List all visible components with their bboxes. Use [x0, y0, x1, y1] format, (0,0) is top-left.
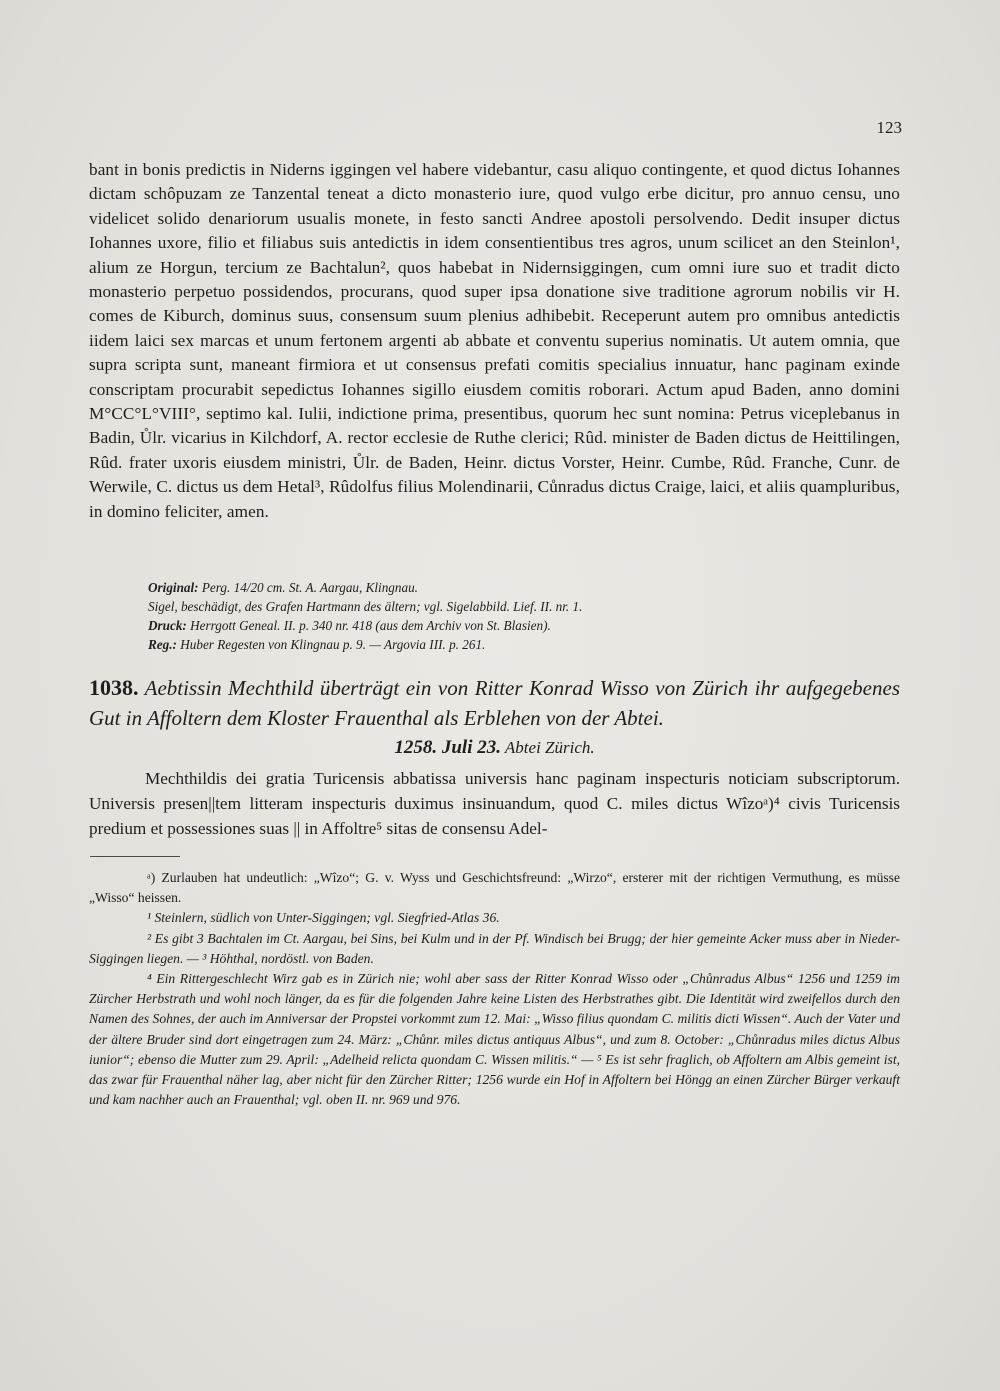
footnote-2-3: ² Es gibt 3 Bachtalen im Ct. Aargau, bei Sins, bei Kulm und in der Pf. Windisch bei Brugg; der hier gemeinte Acker muss aber in Nieder-Siggingen liegen. — ³ Höhthal, nordöstl. von Baden. [89, 930, 900, 966]
footnote-4-5: ⁴ Ein Rittergeschlecht Wirz gab es in Zürich nie; wohl aber sass der Ritter Konrad Wisso oder „Chůnradus Albus“ 1256 und 1259 im Zürcher Herbstrath und wohl noch länger, da es für die folgenden Jahre keine Listen des Herbstrathes gibt. Die Identität wird zweifellos durch den Namen des Sohnes, der auch im Anniversar der Propstei vorkommt zum 12. Mai: „Wisso filius quondam C. militis dicti Wissen“. Auch der Vater und der ältere Bruder sind dort eingetragen zum 24. März: „Chůnr. miles dictus antiquus Albus“, und zum 8. October: „Chůnradus miles dictus Albus iunior“; ebenso die Mutter zum 29. April: „Adelheid relicta quondam C. Wissen militis.“ — ⁵ Es ist sehr fraglich, ob Affoltern am Albis gemeint ist, das zwar für Frauenthal näher lag, aber nicht für den Zürcher Ritter; 1256 wurde ein Hof in Affoltern bei Höngg an einen Zürcher Bürger verkauft und kam nachher auch an Frauenthal; vgl. oben II. nr. 969 und 976. [89, 971, 900, 1108]
footnote-rule [90, 856, 180, 857]
page-number: 123 [876, 118, 902, 137]
document-title: Aebtissin Mechthild überträgt ein von Ritter Konrad Wisso von Zürich ihr aufgegebenes Gut in Affoltern dem Kloster Frauenthal als Erblehen von der Abtei. [89, 676, 901, 730]
original-text: Perg. 14/20 cm. St. A. Aargau, Klingnau. [201, 580, 418, 595]
footnotes [89, 868, 900, 1110]
document-date: 1258. Juli 23. [394, 737, 501, 758]
druck-label: Druck: [148, 618, 187, 633]
footnote-1: ¹ Steinlern, südlich von Unter-Siggingen; vgl. Siegfried-Atlas 36. [147, 910, 500, 926]
note-reg [148, 635, 778, 654]
document-place: Abtei Zürich. [504, 738, 595, 757]
body-paragraph: bant in bonis predictis in Niderns iggingen vel habere videbantur, casu aliquo contingente, et quod dictus Iohannes dictam schôpuzam ze Tanzental teneat a dicto monasterio iure, quod vulgo erbe dicitur, pro annuo censu, uno videlicet solido denariorum usualis monete, in festo sancti Andree apostoli persolvendo. Dedit insuper dictus Iohannes uxore, filio et filiabus suis antedictis in idem consentientibus tres agros, unum scilicet an den Steinlon¹, alium ze Horgun, tercium ze Bachtalun², quos habebat in Nidernsiggingen, cum omni iure suo et tradit dicto monasterio perpetuo possidendos, procurans, quod super ipsa donatione sive traditione agrorum nobilis vir H. comes de Kiburch, dominus suus, consensum suum plenius adhibebit. Receperunt autem pro omnibus antedictis iidem laici sex marcas et unum fertonem argenti ab abbate et conventu superius nominatis. Ut autem omnia, que supra scripta sunt, maneant firmiora et ut consensus prefati comitis specialius innuatur, hanc paginam exinde conscriptam procurabit sepedictus Iohannes sigillo eiusdem comitis roborari. Actum apud Baden, anno domini M°CC°L°VIII°, septimo kal. Iulii, indictione prima, presentibus, quorum hec sunt nomina: Petrus viceplebanus in Badin, Ůlr. vicarius in Kilchdorf, A. rector ecclesie de Ruthe clerici; Rûd. minister de Baden dictus de Heittilingen, Rûd. frater uxoris eiusdem ministri, Ůlr. de Baden, Heinr. dictus Vorster, Heinr. Cumbe, Rûd. Franche, Cunr. de Werwile, C. dictus us dem Hetal³, Rûdolfus filius Molendinarii, Cůnradus dictus Craige, laici, et aliis quampluribus, in domino feliciter, amen. [89, 160, 900, 521]
document-heading [89, 673, 900, 733]
document-number: 1038. [89, 675, 139, 700]
original-label: Original: [148, 580, 199, 595]
note-original [148, 578, 778, 597]
body-text [89, 158, 900, 524]
druck-text: Herrgott Geneal. II. p. 340 nr. 418 (aus dem Archiv von St. Blasien). [190, 618, 551, 633]
document-text: Mechthildis dei gratia Turicensis abbatissa universis hanc paginam inspecturis noticiam subscriptorum. Universis presen||tem litteram inspecturis duximus insinuandum, quod C. miles dictus Wîzoᵃ)⁴ civis Turicensis predium et possessiones suas || in Affoltre⁵ sitas de consensu Adel- [89, 769, 900, 838]
note-seal: Sigel, beschädigt, des Grafen Hartmann des ältern; vgl. Sigelabbild. Lief. II. nr. 1. [148, 599, 583, 614]
reg-text: Huber Regesten von Klingnau p. 9. — Argovia III. p. 261. [180, 637, 486, 652]
reg-label: Reg.: [148, 637, 177, 652]
source-notes [148, 578, 778, 654]
document-date-line [89, 737, 900, 759]
note-druck [148, 616, 778, 635]
footnote-a: ᵃ) Zurlauben hat undeutlich: „Wîzo“; G. v. Wyss und Geschichtsfreund: „Wirzo“, ersterer mit der richtigen Vermuthung, es müsse „Wisso“ heissen. [89, 870, 900, 906]
document-body [89, 766, 900, 841]
